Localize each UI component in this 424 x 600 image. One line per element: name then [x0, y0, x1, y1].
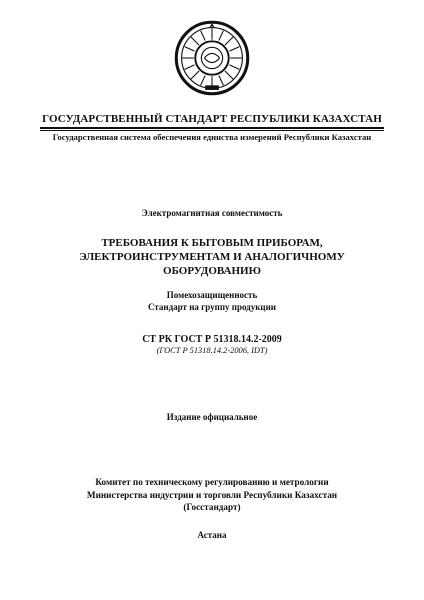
subtitle-line: Стандарт на группу продукции: [148, 302, 276, 312]
subtitle-line: Помехозащищенность: [166, 290, 258, 300]
header-rule-thick: [40, 127, 384, 129]
equivalent-standard: (ГОСТ Р 51318.14.2-2006, IDT): [156, 346, 268, 355]
system-title: Государственная система обеспечения единства измерений Республики Казахстан: [52, 132, 372, 142]
publisher-line: Министерства индустрии и торговли Республики Казахстан: [86, 489, 338, 500]
title-line: ТРЕБОВАНИЯ К БЫТОВЫМ ПРИБОРАМ,: [101, 237, 323, 249]
kazakhstan-state-emblem-icon: [174, 20, 250, 96]
publisher-line: (Госстандарт): [183, 502, 241, 512]
standard-title: ГОСУДАРСТВЕННЫЙ СТАНДАРТ РЕСПУБЛИКИ КАЗАХСТАН: [42, 113, 382, 125]
edition-label: Издание официальное: [166, 412, 258, 422]
header-rule-thin: [40, 130, 384, 131]
publisher-block: [0, 476, 424, 514]
standard-designation: СТ РК ГОСТ Р 51318.14.2-2009: [142, 334, 282, 345]
subject-line: Электромагнитная совместимость: [141, 208, 283, 218]
title-line: ЭЛЕКТРОИНСТРУМЕНТАМ И АНАЛОГИЧНОМУ: [79, 251, 345, 263]
publication-city: Астана: [197, 530, 227, 540]
publisher-line: Комитет по техническому регулированию и метрологии: [95, 477, 329, 487]
document-title: [0, 236, 424, 278]
document-subtitle: [0, 289, 424, 313]
title-line: ОБОРУДОВАНИЮ: [163, 265, 261, 277]
